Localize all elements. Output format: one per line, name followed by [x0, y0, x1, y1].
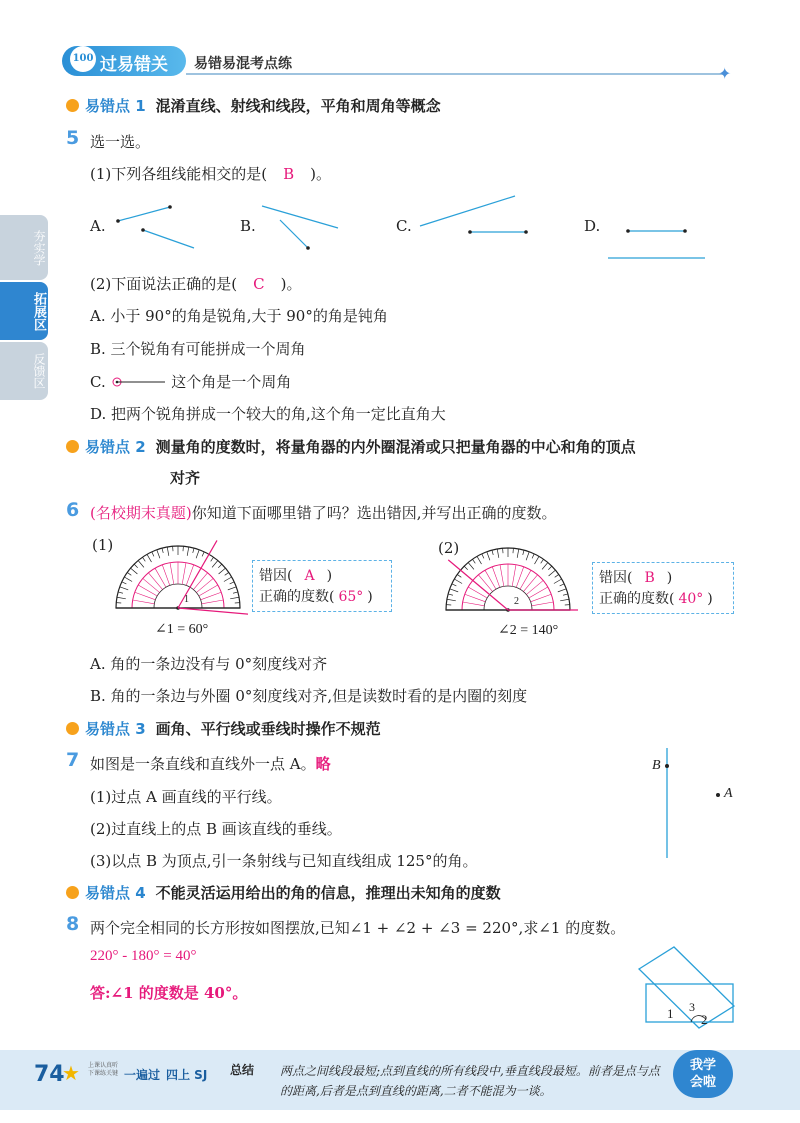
option-b-label: B.	[240, 217, 256, 235]
angle-1-mark: 1	[667, 1006, 674, 1021]
q5-part1-answer[interactable]: B	[283, 165, 295, 183]
error-point-label: 易错点 1	[85, 97, 146, 115]
q5-part2-close: )。	[280, 275, 302, 293]
choice-b: B. 三个锐角有可能拼成一个周角	[90, 340, 306, 358]
option-d-label: D.	[584, 217, 601, 235]
point-a-label: A	[724, 786, 733, 801]
protractor-2	[438, 542, 578, 622]
q6-stem-text: 你知道下面哪里错了吗？选出错因,并写出正确的度数。	[191, 504, 557, 522]
choice-c	[90, 371, 291, 392]
brand-name: 一遍过	[124, 1068, 161, 1082]
degree-label: 正确的度数(	[259, 589, 335, 605]
protractor-1	[108, 540, 248, 620]
summary-text: 两点之间线段最短;点到直线的所有线段中,垂直线段最短。前者是点与点的距离,后者是点到直线的距离,二者不能混为一谈。	[280, 1064, 660, 1098]
choice-d: D. 把两个锐角拼成一个较大的角,这个角一定比直角大	[90, 405, 446, 423]
grade-label: 四上 SJ	[166, 1068, 208, 1082]
option-c-label: C.	[396, 217, 412, 235]
question-stem: 选一选。	[90, 133, 151, 151]
choice-a: A. 小于 90°的角是锐角,大于 90°的角是钝角	[90, 307, 388, 325]
fig2-reason-answer[interactable]: B	[644, 570, 655, 586]
error-point-1	[66, 95, 441, 116]
full-angle-icon	[111, 376, 167, 388]
fig2-caption: ∠2 = 140°	[498, 623, 559, 638]
error-point-text: 画角、平行线或垂线时操作不规范	[155, 720, 381, 738]
q6-choice-b: B. 角的一条边与外圈 0°刻度线对齐,但是读数时看的是内圈的刻度	[90, 687, 528, 705]
q7-stem-text: 如图是一条直线和直线外一点 A。	[90, 755, 316, 773]
q5-line-figures	[100, 190, 720, 265]
q5-part2-answer[interactable]: C	[253, 275, 265, 293]
angle-2-mark: 2	[701, 1012, 708, 1027]
error-point-text: 混淆直线、射线和线段，平角和周角等概念	[155, 97, 441, 115]
error-point-4	[66, 882, 501, 903]
star-mascot-icon: ★	[62, 1061, 80, 1085]
q6-choice-a: A. 角的一条边没有与 0°刻度线对齐	[90, 655, 328, 673]
degree-label: 正确的度数(	[599, 591, 675, 607]
star-icon: ✦	[718, 64, 732, 83]
q8-answer-text[interactable]: 答:∠1 的度数是 40°。	[90, 984, 248, 1002]
side-tab-1[interactable]: 夯实学	[0, 215, 48, 280]
q7-item-3: (3)以点 B 为顶点,引一条射线与已知直线组成 125°的角。	[90, 852, 478, 870]
question-number: 7	[66, 749, 80, 771]
header-divider	[186, 73, 726, 75]
q8-answer-calc[interactable]: 220° - 180° = 40°	[90, 948, 197, 964]
logo-line-1: 我学	[689, 1058, 716, 1073]
fig2-answer-box	[592, 562, 734, 614]
point-a	[716, 793, 720, 797]
option-b-segment	[280, 220, 308, 248]
q5-part2	[90, 273, 301, 294]
brand-slogan: 上课认真听 下课练关键	[88, 1062, 119, 1077]
fig1-label: (1)	[92, 536, 114, 554]
choice-c-text: 这个角是一个周角	[171, 373, 292, 391]
fig2-degree-answer[interactable]: 40°	[678, 591, 704, 607]
fig1-caption: ∠1 = 60°	[155, 622, 209, 637]
wo-xue-hui-la-logo	[673, 1050, 733, 1098]
reason-close: )	[326, 568, 333, 584]
point-b-label: B	[652, 758, 661, 773]
error-point-text: 测量角的度数时，将量角器的内外圈混淆或只把量角器的中心和角的顶点	[155, 438, 636, 456]
error-point-3	[66, 718, 381, 739]
bulb-icon	[66, 886, 79, 899]
fig1-answer-box	[252, 560, 392, 612]
question-number: 8	[66, 913, 80, 935]
section-title: 过易错关	[100, 55, 168, 75]
fig1-degree-answer[interactable]: 65°	[338, 589, 364, 605]
question-number: 6	[66, 499, 80, 521]
section-subtitle: 易错易混考点练	[194, 56, 292, 72]
side-tab-3[interactable]: 反馈区	[0, 342, 48, 400]
error-point-2	[66, 436, 636, 457]
bulb-icon	[66, 99, 79, 112]
q7-answer[interactable]: 略	[315, 755, 331, 773]
bulb-icon	[66, 722, 79, 735]
reason-label: 错因(	[599, 570, 633, 586]
angle-mark: 1	[184, 594, 189, 605]
option-b-line	[262, 206, 338, 228]
q5-part2-text: (2)下面说法正确的是(	[90, 275, 238, 293]
angle-mark: 2	[514, 596, 519, 607]
bulb-icon	[66, 440, 79, 453]
error-point-label: 易错点 2	[85, 438, 146, 456]
logo-line-2: 会啦	[689, 1075, 716, 1090]
question-number: 5	[66, 127, 80, 149]
angle-3-mark: 3	[689, 1000, 695, 1014]
degree-close: )	[367, 589, 373, 605]
q8-stem: 两个完全相同的长方形按如图摆放,已知∠1 + ∠2 + ∠3 = 220°,求∠1 的度数。	[90, 919, 626, 937]
q5-part1-text: (1)下列各组线能相交的是(	[90, 165, 268, 183]
option-a-label: A.	[90, 217, 106, 235]
option-c-line	[420, 196, 515, 226]
point-b	[665, 764, 669, 768]
q6-tag: (名校期末真题)	[90, 504, 192, 522]
error-point-label: 易错点 3	[85, 720, 146, 738]
q7-stem	[90, 753, 331, 774]
q6-stem	[90, 502, 557, 523]
reason-close: )	[666, 570, 673, 586]
reason-label: 错因(	[259, 568, 293, 584]
error-point-text: 不能灵活运用给出的角的信息，推理出未知角的度数	[155, 884, 501, 902]
q7-item-2: (2)过直线上的点 B 画该直线的垂线。	[90, 820, 342, 838]
rectangle-2	[639, 947, 734, 1028]
error-point-2-cont: 对齐	[170, 469, 201, 487]
q8-rectangles-figure	[636, 944, 746, 1034]
q7-item-1: (1)过点 A 画直线的平行线。	[90, 788, 282, 806]
q5-part1	[90, 163, 331, 184]
badge-100-icon: 100	[70, 46, 96, 72]
side-tab-2[interactable]: 拓展区	[0, 282, 48, 340]
option-a-segment-2	[143, 230, 194, 248]
fig2-label: (2)	[438, 539, 460, 557]
q5-part1-close: )。	[310, 165, 331, 183]
degree-close: )	[707, 591, 713, 607]
page-number: 74	[34, 1062, 65, 1087]
option-a-segment-1	[118, 207, 170, 221]
angle-ray	[178, 608, 248, 615]
summary-label: 总结	[230, 1063, 255, 1077]
error-point-label: 易错点 4	[85, 884, 146, 902]
fig1-reason-answer[interactable]: A	[304, 568, 315, 584]
choice-c-label: C.	[90, 373, 106, 391]
